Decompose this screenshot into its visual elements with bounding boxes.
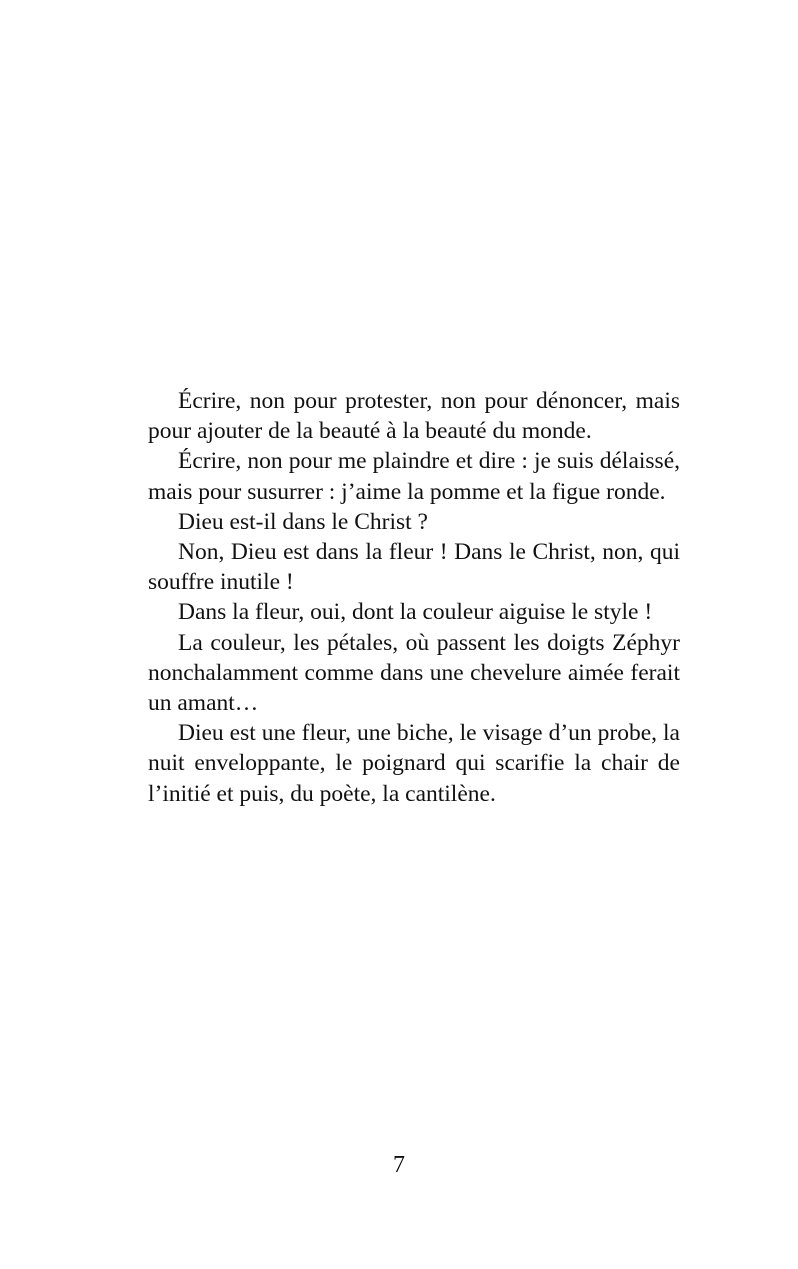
text-line: Non, Dieu est dans la fleur ! Dans le Christ, non, qui — [178, 539, 680, 566]
paragraph — [118, 446, 680, 506]
paragraph — [118, 386, 680, 446]
paragraph — [118, 628, 680, 719]
text-line: nonchalamment comme dans une chevelure aimée ferait — [148, 659, 680, 686]
paragraph — [118, 597, 680, 627]
page-number: 7 — [393, 1152, 405, 1178]
text-line: un amant… — [148, 690, 259, 717]
text-line: La couleur, les pétales, où passent les doigts Zéphyr — [178, 629, 680, 656]
text-line: nuit enveloppante, le poignard qui scarifie la chair de — [148, 750, 680, 777]
paragraph — [118, 718, 680, 809]
body-text — [118, 386, 680, 809]
paragraph — [118, 537, 680, 597]
text-line: Écrire, non pour me plaindre et dire : je suis délaissé, — [178, 448, 680, 475]
text-line: mais pour susurrer : j’aime la pomme et la figue ronde. — [148, 478, 666, 505]
text-line: Dans la fleur, oui, dont la couleur aiguise le style ! — [178, 599, 653, 626]
text-line: souffre inutile ! — [148, 569, 294, 596]
text-line: Dieu est-il dans le Christ ? — [178, 508, 428, 535]
text-line: pour ajouter de la beauté à la beauté du monde. — [148, 418, 592, 445]
text-line: Dieu est une fleur, une biche, le visage d’un probe, la — [178, 720, 680, 747]
paragraph — [118, 507, 680, 537]
text-line: l’initié et puis, du poète, la cantilène. — [148, 780, 496, 807]
text-line: Écrire, non pour protester, non pour dénoncer, mais — [178, 388, 680, 414]
